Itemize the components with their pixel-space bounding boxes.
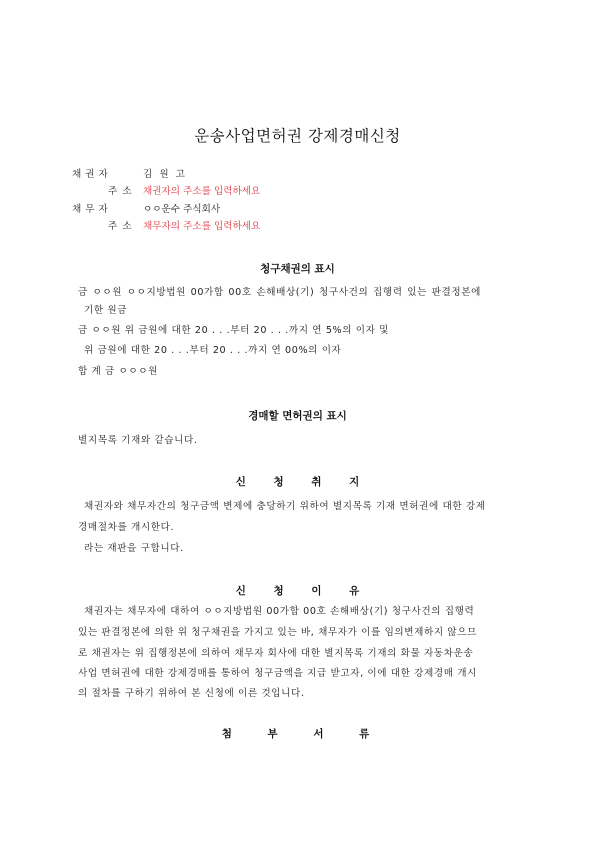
claim-line: 금 ㅇㅇ원 위 금원에 대한 20 . . .부터 20 . . .까지 연 5%의 이자 및 xyxy=(78,325,390,336)
creditor-address-label: 주 소 xyxy=(108,186,133,197)
purpose-line: 경매절차를 개시한다. xyxy=(78,522,175,533)
purpose-line: 라는 재판을 구합니다. xyxy=(84,543,184,554)
reason-line: 사업 면허권에 대한 강제경매를 통하여 청구금액을 지급 받고자, 이에 대한 강제경매 개시 xyxy=(78,668,478,679)
attachments-heading: 첨 부 서 류 xyxy=(221,728,386,740)
claim-line: 기한 원금 xyxy=(84,305,128,316)
claim-heading: 청구채권의 표시 xyxy=(260,263,335,275)
reason-line: 채권자는 채무자에 대하여 ㅇㅇ지방법원 00가합 00호 손해배상(기) 청구사건의 집행력 xyxy=(84,606,475,617)
claim-line: 금 ㅇㅇ원 ㅇㅇ지방법원 00가합 00호 손해배상(기) 청구사건의 집행력 있는 판결정본에 xyxy=(78,287,481,298)
reason-line: 의 절차를 구하기 위하여 본 신청에 이른 것입니다. xyxy=(78,688,305,699)
license-line: 별지목록 기재와 같습니다. xyxy=(78,435,198,446)
debtor-address-field[interactable]: 채무자의 주소를 입력하세요 xyxy=(143,221,261,232)
creditor-address-field[interactable]: 채권자의 주소를 입력하세요 xyxy=(143,186,261,197)
debtor-address-label: 주 소 xyxy=(108,221,133,232)
debtor-name: ㅇㅇ운수 주식회사 xyxy=(143,204,221,215)
debtor-label: 채무자 xyxy=(72,204,112,215)
reason-line: 있는 판결정본에 의한 위 청구채권을 가지고 있는 바, 채무자가 이를 임의변제하지 않으므 xyxy=(78,627,478,638)
document-title: 운송사업면허권 강제경매신청 xyxy=(194,127,401,145)
reason-heading: 신 청 이 유 xyxy=(235,585,372,597)
purpose-heading: 신 청 취 지 xyxy=(235,476,372,488)
reason-line: 로 채권자는 위 집행정본에 의하여 채무자 회사에 대한 별지목록 기재의 화물 자동차운송 xyxy=(78,648,474,659)
creditor-label: 채권자 xyxy=(72,169,112,180)
purpose-line: 채권자와 채무자간의 청구금액 변제에 충당하기 위하여 별지목록 기재 면허권에 대한 강제 xyxy=(84,501,486,512)
license-heading: 경매할 면허권의 표시 xyxy=(248,410,347,422)
creditor-name: 김 원 고 xyxy=(143,169,187,180)
claim-line: 위 금원에 대한 20 . . .부터 20 . . .까지 연 00%의 이자 xyxy=(84,345,342,356)
claim-total: 합 계 금 ㅇㅇㅇ원 xyxy=(78,366,159,377)
